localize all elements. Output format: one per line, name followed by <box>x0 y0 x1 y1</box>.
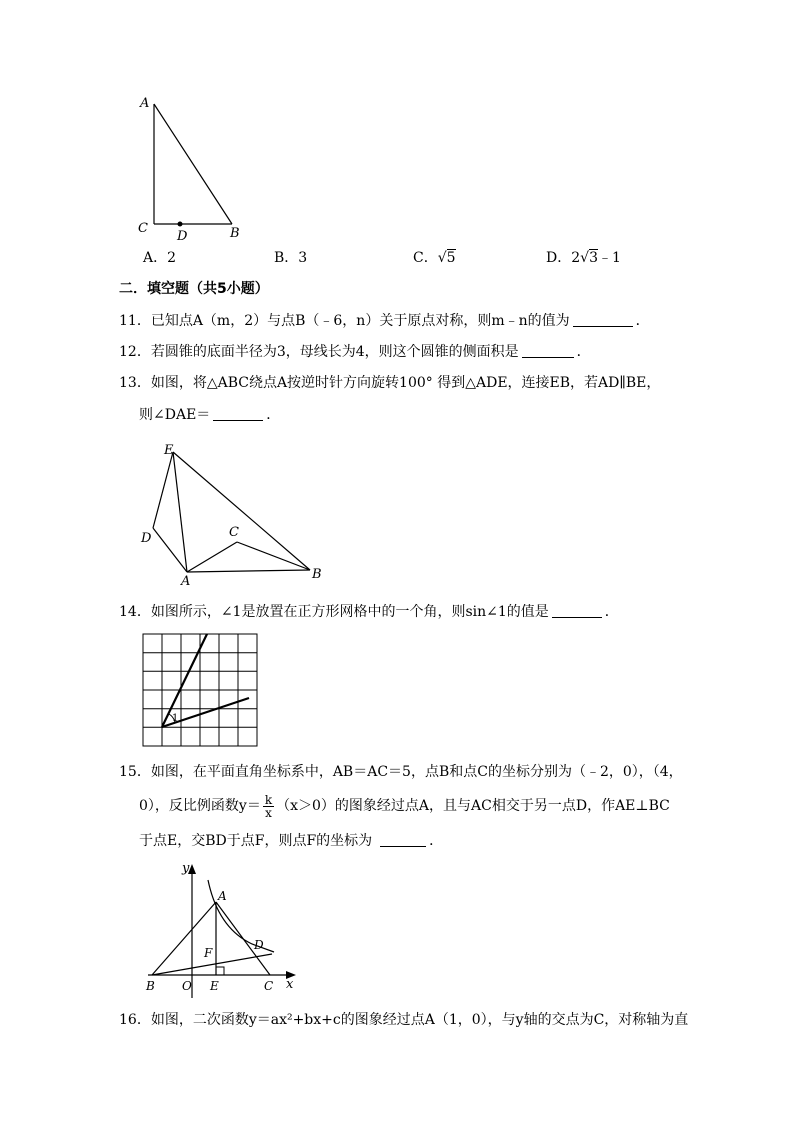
answer-blank-14[interactable] <box>552 603 602 618</box>
label-b: B <box>312 567 322 582</box>
label-e: E <box>164 443 174 458</box>
label-x: x <box>286 977 294 992</box>
label-b: B <box>230 226 240 241</box>
label-a: A <box>140 96 150 111</box>
answer-blank-11[interactable] <box>573 312 633 327</box>
question-12: 12．若圆锥的底面半径为3，母线长为4，则这个圆锥的侧面积是 ． <box>119 344 591 360</box>
label-b: B <box>146 979 155 993</box>
label-d: D <box>141 531 152 546</box>
sqrt-symbol: √5 <box>437 250 456 266</box>
label-f: F <box>204 946 213 960</box>
q10-figure <box>130 94 250 244</box>
q15-figure <box>140 858 310 998</box>
question-15-line3: 于点E，交BD于点F，则点F的坐标为 ． <box>139 833 444 849</box>
label-d: D <box>254 938 264 952</box>
angle-1-label: 1 <box>172 713 179 724</box>
answer-blank-12[interactable] <box>522 343 574 358</box>
question-13-line1: 13．如图，将△ABC绕点A按逆时针方向旋转100° 得到△ADE，连接EB，若AD∥BE， <box>119 375 661 391</box>
option-c[interactable]: C．√5 <box>413 250 456 266</box>
question-15-line1: 15．如图，在平面直角坐标系中，AB＝AC＝5，点B和点C的坐标分别为（﹣2，0），（4， <box>119 764 683 780</box>
label-o: O <box>182 979 192 993</box>
option-a[interactable]: A．2 <box>143 250 177 266</box>
label-d: D <box>177 229 188 244</box>
question-16: 16．如图，二次函数y＝ax²+bx+c的图象经过点A（1，0），与y轴的交点为C，对称轴为直 <box>119 1012 689 1028</box>
label-a: A <box>218 889 227 903</box>
label-y: y <box>182 861 190 876</box>
answer-blank-15[interactable] <box>380 832 426 847</box>
section-title: 二．填空题（共5小题） <box>119 281 269 297</box>
point-d-dot <box>178 222 183 227</box>
label-e: E <box>210 979 219 993</box>
question-13-line2: 则∠DAE＝ ． <box>139 407 281 423</box>
q13-figure <box>135 438 335 588</box>
option-d[interactable]: D．2√3﹣1 <box>546 250 621 266</box>
question-14: 14．如图所示，∠1是放置在正方形网格中的一个角，则sin∠1的值是 ． <box>119 604 619 620</box>
fraction-k-over-x: $\frac{k}{x}$ <box>264 792 273 820</box>
label-c: C <box>229 525 239 540</box>
question-11: 11．已知点A（m，2）与点B（﹣6，n）关于原点对称，则m﹣n的值为 ． <box>119 313 650 329</box>
label-c: C <box>138 221 148 236</box>
label-c: C <box>264 979 274 993</box>
label-a: A <box>181 574 191 588</box>
q14-grid-figure <box>141 632 261 750</box>
option-b[interactable]: B．3 <box>274 250 308 266</box>
answer-blank-13[interactable] <box>213 406 263 421</box>
question-15-line2: 0），反比例函数y＝ $\frac{k}{x}$ （x＞0）的图象经过点A，且与AC相交于另一点D，作AE⊥BC <box>139 792 670 820</box>
